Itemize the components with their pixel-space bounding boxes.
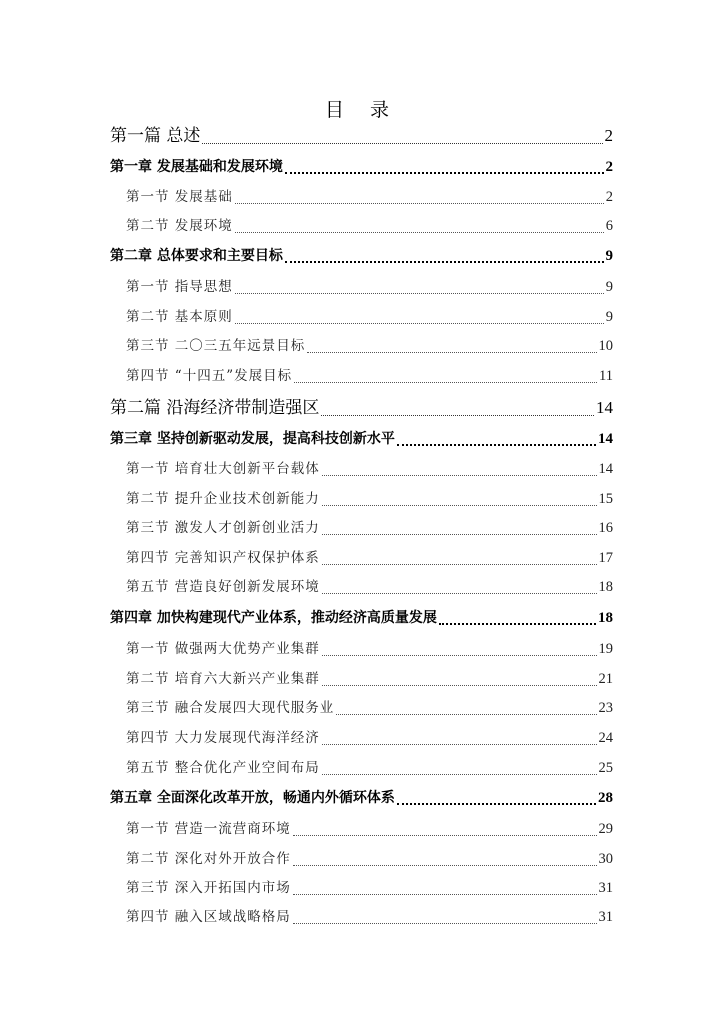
toc-page-number: 28 — [598, 790, 613, 806]
toc-entry-title: 第一节 营造一流营商环境 — [126, 821, 291, 837]
dot-leader — [322, 743, 597, 745]
toc-entry-title: 第三节 激发人才创新创业活力 — [126, 520, 320, 536]
toc-page-number: 2 — [605, 189, 613, 205]
toc-entry-part[interactable] — [110, 396, 613, 420]
toc-entry-title: 第四章 加快构建现代产业体系，推动经济高质量发展 — [110, 610, 437, 626]
dot-leader — [285, 260, 604, 263]
toc-page-number: 2 — [605, 159, 613, 175]
toc-page-number: 2 — [604, 126, 613, 145]
toc-entry-section[interactable] — [126, 547, 613, 569]
dot-leader — [307, 351, 596, 353]
dot-leader — [397, 443, 596, 446]
dot-leader — [322, 504, 597, 506]
dot-leader — [293, 864, 597, 866]
toc-entry-title: 第一节 指导思想 — [126, 279, 233, 295]
toc-entry-section[interactable] — [126, 215, 613, 237]
toc-entry-title: 第一节 发展基础 — [126, 189, 233, 205]
dot-leader — [322, 773, 597, 775]
toc-entry-part[interactable] — [110, 124, 613, 148]
toc-entry-title: 第三节 二〇三五年远景目标 — [126, 338, 306, 354]
toc-entry-section[interactable] — [126, 818, 613, 840]
dot-leader — [397, 802, 596, 805]
toc-page-number: 11 — [599, 368, 613, 384]
toc-entry-title: 第二节 发展环境 — [126, 218, 233, 234]
dot-leader — [235, 231, 604, 233]
dot-leader — [235, 322, 604, 324]
dot-leader — [202, 142, 602, 144]
toc-page-number: 9 — [605, 309, 613, 325]
dot-leader — [322, 474, 597, 476]
toc-entry-title: 第二节 提升企业技术创新能力 — [126, 491, 320, 507]
toc-entry-chapter[interactable] — [110, 787, 613, 809]
dot-leader — [285, 171, 604, 174]
dot-leader — [293, 893, 597, 895]
toc-entry-section[interactable] — [126, 365, 613, 387]
toc-entry-title: 第四节 完善知识产权保护体系 — [126, 550, 320, 566]
toc-entry-title: 第五节 营造良好创新发展环境 — [126, 579, 320, 595]
toc-entry-section[interactable] — [126, 306, 613, 328]
toc-page-number: 23 — [598, 700, 613, 716]
toc-page-number: 15 — [598, 491, 613, 507]
toc-entry-title: 第四节 “十四五”发展目标 — [126, 368, 293, 384]
toc-entry-chapter[interactable] — [110, 428, 613, 450]
toc-entry-section[interactable] — [126, 335, 613, 357]
toc-entry-title: 第一节 培育壮大创新平台载体 — [126, 461, 320, 477]
toc-entry-title: 第二节 基本原则 — [126, 309, 233, 325]
toc-entry-section[interactable] — [126, 877, 613, 899]
toc-entry-chapter[interactable] — [110, 607, 613, 629]
toc-page-number: 18 — [598, 610, 613, 626]
dot-leader — [293, 834, 597, 836]
toc-entry-section[interactable] — [126, 276, 613, 298]
toc-title: 目 录 — [324, 99, 400, 121]
toc-entry-title: 第四节 大力发展现代海洋经济 — [126, 730, 320, 746]
toc-entry-title: 第五章 全面深化改革开放，畅通内外循环体系 — [110, 790, 395, 806]
toc-entry-section[interactable] — [126, 697, 613, 719]
toc-entry-title: 第二篇 沿海经济带制造强区 — [110, 398, 320, 418]
dot-leader — [235, 202, 604, 204]
toc-page-number: 16 — [598, 520, 613, 536]
toc-page-number: 6 — [605, 218, 613, 234]
toc-entry-title: 第二节 深化对外开放合作 — [126, 851, 291, 867]
toc-entry-title: 第一章 发展基础和发展环境 — [110, 159, 283, 175]
toc-entry-section[interactable] — [126, 727, 613, 749]
toc-entry-chapter[interactable] — [110, 156, 613, 178]
toc-entry-title: 第二节 培育六大新兴产业集群 — [126, 671, 320, 687]
toc-entry-section[interactable] — [126, 517, 613, 539]
toc-page-number: 24 — [598, 730, 613, 746]
toc-page-number: 9 — [605, 279, 613, 295]
toc-entry-section[interactable] — [126, 186, 613, 208]
toc-entry-section[interactable] — [126, 668, 613, 690]
dot-leader — [322, 592, 597, 594]
toc-page-number: 14 — [596, 398, 613, 417]
dot-leader — [336, 713, 596, 715]
toc-entry-section[interactable] — [126, 906, 613, 928]
toc-page-number: 19 — [598, 641, 613, 657]
toc-entry-title: 第三节 深入开拓国内市场 — [126, 880, 291, 896]
toc-page-number: 21 — [598, 671, 613, 687]
toc-page-number: 18 — [598, 579, 613, 595]
dot-leader — [321, 414, 594, 416]
toc-entry-title: 第四节 融入区域战略格局 — [126, 909, 291, 925]
toc-page-number: 29 — [598, 821, 613, 837]
toc-page-number: 14 — [598, 431, 613, 447]
toc-entry-title: 第五节 整合优化产业空间布局 — [126, 760, 320, 776]
toc-entry-title: 第三节 融合发展四大现代服务业 — [126, 700, 335, 716]
toc-page-number: 14 — [598, 461, 613, 477]
toc-entry-title: 第一篇 总述 — [110, 126, 201, 146]
toc-entry-section[interactable] — [126, 638, 613, 660]
dot-leader — [322, 533, 597, 535]
toc-entry-section[interactable] — [126, 576, 613, 598]
dot-leader — [294, 381, 597, 383]
toc-page-number: 25 — [598, 760, 613, 776]
toc-page-number: 10 — [598, 338, 613, 354]
toc-entry-section[interactable] — [126, 848, 613, 870]
dot-leader — [235, 292, 604, 294]
dot-leader — [322, 563, 597, 565]
dot-leader — [293, 922, 597, 924]
toc-entry-title: 第二章 总体要求和主要目标 — [110, 248, 283, 264]
toc-entry-section[interactable] — [126, 458, 613, 480]
dot-leader — [439, 622, 596, 625]
toc-entry-section[interactable] — [126, 757, 613, 779]
toc-entry-chapter[interactable] — [110, 245, 613, 267]
toc-page-number: 31 — [598, 909, 613, 925]
toc-page-number: 30 — [598, 851, 613, 867]
toc-entry-title: 第三章 坚持创新驱动发展，提高科技创新水平 — [110, 431, 395, 447]
dot-leader — [322, 684, 597, 686]
toc-page-number: 17 — [598, 550, 613, 566]
toc-page-number: 31 — [598, 880, 613, 896]
toc-entry-title: 第一节 做强两大优势产业集群 — [126, 641, 320, 657]
dot-leader — [322, 654, 597, 656]
toc-page-number: 9 — [605, 248, 613, 264]
toc-entry-section[interactable] — [126, 488, 613, 510]
